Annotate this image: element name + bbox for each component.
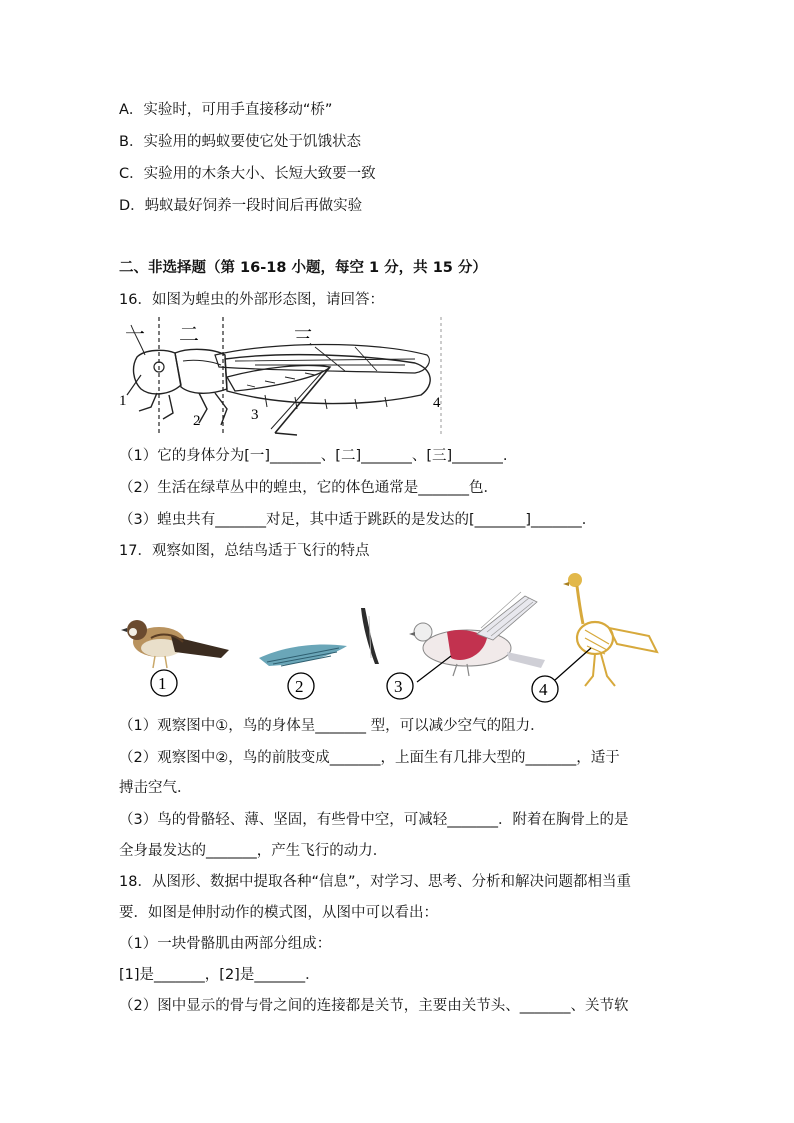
q17-sub2a: （2）观察图中②，鸟的前肢变成_______，上面生有几排大型的_______，适于 (119, 750, 620, 766)
q16-stem: 16．如图为蝗虫的外部形态图，请回答： (119, 292, 384, 308)
locust-diagram (115, 315, 450, 440)
option-d: D．蚂蚁最好饲养一段时间后再做实验 (119, 198, 363, 214)
q16-sub1: （1）它的身体分为[一]_______、[二]_______、[三]_______. (119, 448, 508, 464)
option-a: A．实验时，可用手直接移动“桥” (119, 102, 333, 118)
q18-stem-a: 18．从图形、数据中提取各种“信息”，对学习、思考、分析和解决问题都相当重 (119, 874, 631, 890)
q17-sub3a: （3）鸟的骨骼轻、薄、坚固，有些骨中空，可减轻_______．附着在胸骨上的是 (119, 812, 629, 828)
bird-figures (117, 568, 662, 703)
wing-image (259, 645, 347, 667)
feather-image (361, 608, 379, 664)
option-c: C．实验用的木条大小、长短大致要一致 (119, 166, 376, 182)
circle-2-label: 2 (295, 677, 304, 696)
q16-sub3: （3）蝗虫共有_______对足，其中适于跳跃的是发达的[_______]_______． (119, 512, 597, 528)
q17-sub1: （1）观察图中①，鸟的身体呈_______ 型，可以减少空气的阻力． (119, 718, 545, 734)
pigeon-anatomy-image (409, 592, 545, 676)
circle-4-label: 4 (539, 680, 548, 699)
circle-3-label: 3 (394, 677, 403, 696)
label-part-1: 一 (125, 322, 145, 346)
label-part-2: 二 (179, 322, 199, 346)
option-b: B．实验用的蚂蚁要使它处于饥饿状态 (119, 134, 361, 150)
label-n3: 3 (251, 407, 259, 423)
q18-sub2: （2）图中显示的骨与骨之间的连接都是关节，主要由关节头、_______、关节软 (119, 998, 629, 1014)
label-n2: 2 (193, 413, 201, 429)
q18-sub1b: [1]是_______，[2]是_______． (119, 967, 320, 983)
label-n1: 1 (119, 393, 127, 409)
circle-1-label: 1 (158, 674, 167, 693)
q18-sub1a: （1）一块骨骼肌由两部分组成： (119, 936, 332, 952)
q18-stem-b: 要．如图是伸肘动作的模式图，从图中可以看出： (119, 905, 438, 921)
q17-sub2b: 搏击空气． (119, 780, 192, 796)
q16-sub2: （2）生活在绿草丛中的蝗虫，它的体色通常是_______色． (119, 480, 498, 496)
q17-stem: 17．观察如图，总结鸟适于飞行的特点 (119, 543, 370, 559)
label-part-3: 三 (293, 326, 313, 350)
q17-sub3b: 全身最发达的_______，产生飞行的动力． (119, 843, 388, 859)
bird-skeleton-image (563, 573, 657, 686)
section-heading: 二、非选择题（第 16-18 小题，每空 1 分，共 15 分） (119, 260, 487, 276)
label-n4: 4 (433, 395, 441, 411)
sparrow-image (121, 620, 229, 668)
